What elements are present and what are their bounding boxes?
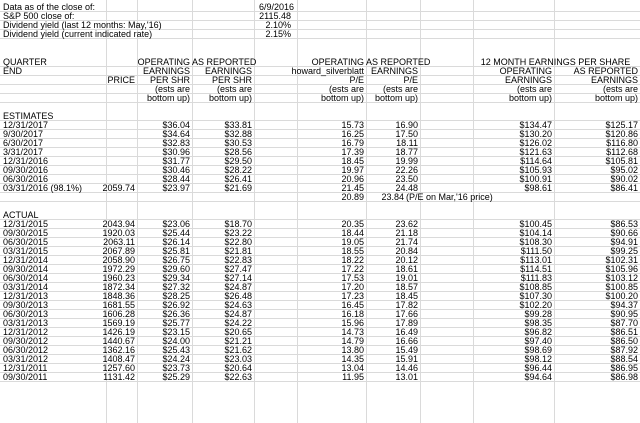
cell-date: 12/31/2016 [3, 156, 49, 166]
header-ar-pe: AS REPORTED [366, 57, 431, 67]
cell-price: 1569.19 [102, 318, 135, 328]
cell-ar-pe: 16.66 [395, 336, 418, 346]
cell-op-eps: $25.44 [162, 228, 190, 238]
cell-ar-pe: 22.26 [395, 165, 418, 175]
cell-op-pe: 17.20 [341, 282, 364, 292]
cell-ar-pe: 24.48 [395, 183, 418, 193]
cell-tm-op: $100.45 [519, 219, 552, 229]
extra-pe-row [0, 193, 640, 202]
cell-tm-ar: $99.25 [610, 246, 638, 256]
cell-op-pe: 14.79 [341, 336, 364, 346]
cell-tm-ar: $87.70 [610, 318, 638, 328]
header-op-pe: howard_silverblatt [291, 66, 364, 76]
cell-op-eps: $30.96 [162, 147, 190, 157]
cell-op-eps: $36.04 [162, 120, 190, 130]
header-op-pe: OPERATING [311, 57, 364, 67]
cell-date: 09/30/2014 [3, 264, 49, 274]
cell-price: 1257.60 [102, 363, 135, 373]
cell-op-pe: 13.80 [341, 345, 364, 355]
cell-ar-pe: 13.01 [395, 372, 418, 382]
cell-price [80, 148, 135, 157]
cell-ar-pe: 18.11 [396, 138, 418, 148]
cell-ar-pe: 17.66 [395, 309, 418, 319]
cell-op-pe: 19.97 [341, 165, 364, 175]
cell-price: 1972.29 [102, 264, 135, 274]
cell-price: 2059.74 [102, 183, 135, 193]
cell-op-eps: $28.25 [162, 291, 190, 301]
cell-tm-ar: $116.80 [606, 138, 638, 148]
cell-op-eps: $32.83 [162, 138, 190, 148]
cell-tm-op: $98.69 [524, 345, 552, 355]
header-ests: bottom up) [146, 93, 190, 103]
cell-ar-pe: 17.82 [395, 300, 418, 310]
cell-op-eps: $27.32 [162, 282, 190, 292]
cell-price: 1848.36 [102, 291, 135, 301]
actual-label: ACTUAL [3, 210, 39, 220]
cell-date: 12/31/2011 [3, 363, 48, 373]
cell-ar-eps: $20.65 [224, 327, 252, 337]
cell-ar-eps: $23.22 [224, 228, 252, 238]
cell-ar-eps: $21.69 [224, 183, 252, 193]
header-ar-pe: EARNINGS [370, 66, 418, 76]
header-ar-eps: EARNINGS [204, 66, 252, 76]
cell-ar-eps: $27.14 [224, 273, 252, 283]
cell-op-eps: $24.00 [162, 336, 190, 346]
cell-tm-op: $105.93 [519, 165, 552, 175]
cell-price [80, 121, 135, 130]
cell-ar-eps: $32.88 [224, 129, 252, 139]
cell-op-eps: $34.64 [162, 129, 190, 139]
cell-ar-eps: $26.41 [224, 174, 252, 184]
cell-op-pe: 18.44 [341, 228, 364, 238]
cell-date: 03/31/2014 [3, 282, 49, 292]
cell-tm-ar: $88.54 [610, 354, 638, 364]
cell-tm-ar: $86.50 [610, 336, 638, 346]
info-value: 2115.48 [259, 11, 291, 21]
cell-price: 1681.55 [102, 300, 135, 310]
cell-ar-pe: 16.90 [395, 120, 418, 130]
cell-ar-eps: $23.03 [224, 354, 252, 364]
cell-ar-eps: $24.63 [224, 300, 252, 310]
cell-ar-pe: 17.89 [395, 318, 418, 328]
cell-tm-op: $100.91 [519, 174, 552, 184]
cell-tm-ar: $87.92 [610, 345, 638, 355]
cell-tm-op: $96.82 [524, 327, 552, 337]
cell-date: 06/30/2016 [3, 174, 49, 184]
cell-op-eps: $25.81 [162, 246, 190, 256]
cell-ar-pe: 20.84 [395, 246, 418, 256]
cell-op-pe: 16.45 [341, 300, 364, 310]
cell-tm-ar: $86.51 [610, 327, 638, 337]
cell-tm-op: $98.61 [524, 183, 552, 193]
cell-ar-pe: 15.49 [395, 345, 418, 355]
cell-ar-pe: 21.74 [395, 237, 418, 247]
cell-tm-ar: $105.81 [605, 156, 638, 166]
cell-op-eps: $26.75 [162, 255, 190, 265]
cell-tm-ar: $103.12 [605, 273, 638, 283]
cell-tm-ar: $100.85 [605, 282, 638, 292]
cell-tm-ar: $94.37 [610, 300, 638, 310]
cell-op-eps: $30.46 [162, 165, 190, 175]
cell-op-pe: 13.04 [341, 363, 364, 373]
cell-price: 1426.19 [102, 327, 135, 337]
table-row [0, 373, 640, 382]
extra-op-pe: 20.89 [341, 192, 364, 202]
cell-ar-eps: $30.53 [224, 138, 252, 148]
cell-ar-pe: 19.99 [395, 156, 418, 166]
cell-op-pe: 14.35 [341, 354, 364, 364]
cell-ar-eps: $24.87 [224, 282, 252, 292]
cell-date: 12/31/2013 [3, 291, 49, 301]
cell-ar-eps: $22.80 [224, 237, 252, 247]
cell-op-pe: 16.79 [341, 138, 364, 148]
header-row [0, 94, 640, 103]
cell-ar-eps: $22.83 [224, 255, 252, 265]
cell-op-pe: 18.45 [341, 156, 364, 166]
cell-op-eps: $31.77 [162, 156, 190, 166]
cell-op-pe: 15.96 [341, 318, 364, 328]
cell-ar-pe: 21.18 [395, 228, 418, 238]
cell-ar-eps: $33.81 [224, 120, 252, 130]
header-ests: (ests are [154, 84, 190, 94]
header-ests: (ests are [216, 84, 252, 94]
cell-op-pe: 17.39 [341, 147, 364, 157]
cell-op-pe: 16.25 [341, 129, 364, 139]
cell-price: 1440.67 [102, 336, 135, 346]
cell-date: 6/30/2017 [3, 138, 44, 148]
header-ests: (ests are [328, 84, 364, 94]
header-op-eps: EARNINGS [142, 66, 190, 76]
cell-ar-eps: $24.22 [224, 318, 252, 328]
cell-tm-op: $114.51 [520, 264, 552, 274]
header-twelve-month: 12 MONTH EARNINGS PER SHARE [480, 57, 631, 67]
cell-ar-eps: $18.70 [224, 219, 252, 229]
cell-op-pe: 17.23 [341, 291, 364, 301]
header-ests: (ests are [516, 84, 552, 94]
header-quarter: QUARTER [3, 57, 47, 67]
info-value: 6/9/2016 [259, 2, 295, 12]
cell-tm-ar: $86.53 [610, 219, 638, 229]
cell-tm-op: $99.28 [524, 309, 552, 319]
extra-ar-pe: 23.84 [381, 192, 404, 202]
cell-op-eps: $23.15 [162, 327, 190, 337]
cell-tm-op: $94.64 [524, 372, 552, 382]
cell-op-eps: $29.34 [162, 273, 190, 283]
cell-tm-ar: $86.98 [610, 372, 638, 382]
cell-price: 1362.16 [102, 345, 135, 355]
cell-tm-ar: $94.91 [610, 237, 638, 247]
header-tm-ar: AS REPORTED [573, 66, 638, 76]
cell-ar-eps: $28.56 [224, 147, 252, 157]
cell-tm-op: $98.35 [524, 318, 552, 328]
cell-date: 12/31/2014 [3, 255, 49, 265]
cell-tm-ar: $100.20 [605, 291, 638, 301]
cell-op-eps: $25.43 [162, 345, 190, 355]
cell-tm-ar: $105.96 [605, 264, 638, 274]
cell-op-pe: 20.96 [341, 174, 364, 184]
info-row [0, 3, 640, 12]
info-label: Data as of the close of: [3, 2, 96, 12]
cell-ar-pe: 20.12 [395, 255, 418, 265]
header-ests: bottom up) [208, 93, 252, 103]
info-label: Dividend yield (last 12 months: May,'16) [3, 20, 162, 30]
cell-tm-ar: $90.95 [610, 309, 638, 319]
cell-tm-op: $98.12 [524, 354, 552, 364]
cell-op-pe: 20.35 [341, 219, 364, 229]
cell-tm-ar: $90.66 [610, 228, 638, 238]
cell-ar-eps: $20.64 [224, 363, 252, 373]
extra-note: (P/E on Mar,'16 price) [406, 192, 493, 202]
header-tm-op: EARNINGS [504, 75, 552, 85]
cell-tm-op: $104.14 [519, 228, 552, 238]
cell-ar-eps: $28.22 [224, 165, 252, 175]
cell-ar-eps: $24.87 [224, 309, 252, 319]
cell-date: 12/31/2017 [3, 120, 49, 130]
cell-price: 1408.47 [102, 354, 135, 364]
cell-op-eps: $26.36 [162, 309, 190, 319]
cell-tm-op: $126.02 [519, 138, 552, 148]
cell-op-eps: $28.44 [162, 174, 190, 184]
info-value: 2.15% [265, 29, 291, 39]
cell-op-eps: $26.14 [162, 237, 190, 247]
cell-date: 9/30/2017 [3, 129, 44, 139]
cell-date: 3/31/2017 [3, 147, 44, 157]
cell-tm-op: $111.83 [520, 273, 552, 283]
cell-price: 1872.34 [102, 282, 135, 292]
cell-ar-pe: 17.50 [395, 129, 418, 139]
cell-ar-eps: $21.81 [224, 246, 252, 256]
cell-tm-ar: $86.41 [610, 183, 638, 193]
header-op-pe: P/E [349, 75, 364, 85]
cell-op-eps: $29.60 [162, 264, 190, 274]
cell-op-eps: $25.29 [162, 372, 190, 382]
cell-date: 06/30/2014 [3, 273, 49, 283]
cell-price [80, 139, 135, 148]
cell-price: 1131.42 [103, 372, 135, 382]
cell-op-pe: 21.45 [341, 183, 364, 193]
cell-op-pe: 17.53 [341, 273, 364, 283]
cell-date: 09/30/2015 [3, 228, 49, 238]
cell-tm-ar: $86.95 [610, 363, 638, 373]
cell-tm-ar: $120.86 [605, 129, 638, 139]
table-row [0, 184, 640, 193]
cell-op-eps: $24.24 [162, 354, 190, 364]
header-tm-ar: EARNINGS [590, 75, 638, 85]
header-end: END [3, 66, 23, 76]
cell-tm-op: $102.20 [519, 300, 552, 310]
cell-op-eps: $25.77 [162, 318, 190, 328]
cell-tm-ar: $95.02 [610, 165, 638, 175]
cell-tm-ar: $125.17 [605, 120, 638, 130]
cell-price: 1960.23 [102, 273, 135, 283]
cell-ar-pe: 18.57 [395, 282, 418, 292]
cell-tm-ar: $102.31 [605, 255, 638, 265]
cell-op-pe: 15.73 [341, 120, 364, 130]
cell-op-pe: 11.95 [342, 372, 364, 382]
cell-price: 2063.11 [103, 237, 135, 247]
cell-ar-eps: $26.48 [224, 291, 252, 301]
cell-tm-ar: $112.68 [606, 147, 638, 157]
cell-date: 09/30/2016 [3, 165, 49, 175]
header-tm-op: OPERATING [499, 66, 552, 76]
cell-ar-pe: 18.77 [395, 147, 418, 157]
cell-op-eps: $26.92 [162, 300, 190, 310]
cell-ar-pe: 14.46 [395, 363, 418, 373]
cell-ar-pe: 18.45 [395, 291, 418, 301]
cell-ar-pe: 16.49 [395, 327, 418, 337]
cell-price [80, 157, 135, 166]
header-ests: (ests are [382, 84, 418, 94]
header-op-eps: PER SHR [149, 75, 190, 85]
info-label: S&P 500 close of: [3, 11, 75, 21]
cell-date: 12/31/2015 [3, 219, 49, 229]
cell-date: 03/31/2012 [3, 354, 49, 364]
cell-op-eps: $23.06 [162, 219, 190, 229]
cell-price [80, 130, 135, 139]
cell-date: 09/30/2013 [3, 300, 49, 310]
cell-op-eps: $23.73 [162, 363, 190, 373]
cell-date: 09/30/2012 [3, 336, 49, 346]
cell-date: 09/30/2011 [3, 372, 48, 382]
header-ests: bottom up) [508, 93, 552, 103]
cell-ar-eps: $27.47 [224, 264, 252, 274]
cell-tm-op: $113.01 [520, 255, 552, 265]
cell-tm-op: $107.30 [519, 291, 552, 301]
cell-price: 1606.28 [102, 309, 135, 319]
cell-ar-eps: $22.63 [224, 372, 252, 382]
info-row [0, 30, 640, 39]
cell-date: 06/30/2012 [3, 345, 49, 355]
cell-ar-pe: 19.01 [395, 273, 418, 283]
cell-tm-op: $114.64 [520, 156, 552, 166]
cell-tm-ar: $90.02 [610, 174, 638, 184]
header-ar-eps: PER SHR [211, 75, 252, 85]
cell-op-pe: 16.18 [341, 309, 364, 319]
cell-op-pe: 18.22 [341, 255, 364, 265]
cell-op-pe: 19.05 [341, 237, 364, 247]
estimates-label: ESTIMATES [3, 111, 54, 121]
cell-op-eps: $23.97 [162, 183, 190, 193]
header-ar-eps: AS REPORTED [192, 57, 257, 67]
cell-ar-eps: $29.50 [224, 156, 252, 166]
cell-price: 2058.90 [102, 255, 135, 265]
header-ests: bottom up) [594, 93, 638, 103]
cell-date: 03/31/2013 [3, 318, 49, 328]
header-ests: (ests are [602, 84, 638, 94]
header-price: PRICE [107, 75, 135, 85]
header-ar-pe: P/E [403, 75, 418, 85]
cell-date: 03/31/2015 [3, 246, 49, 256]
cell-date: 12/31/2012 [3, 327, 49, 337]
cell-ar-pe: 23.50 [395, 174, 418, 184]
cell-date: 06/30/2013 [3, 309, 49, 319]
info-label: Dividend yield (current indicated rate) [3, 29, 153, 39]
cell-op-pe: 18.55 [341, 246, 364, 256]
cell-ar-pe: 18.61 [395, 264, 418, 274]
cell-tm-op: $134.47 [519, 120, 552, 130]
cell-op-pe: 14.73 [341, 327, 364, 337]
cell-tm-op: $96.44 [524, 363, 552, 373]
cell-date: 06/30/2015 [3, 237, 49, 247]
cell-tm-op: $97.40 [524, 336, 552, 346]
cell-price: 2067.89 [102, 246, 135, 256]
cell-date: 03/31/2016 (98.1%) [3, 183, 83, 193]
cell-tm-op: $108.30 [519, 237, 552, 247]
header-op-eps: OPERATING [137, 57, 190, 67]
cell-ar-pe: 23.62 [395, 219, 418, 229]
cell-tm-op: $111.50 [520, 246, 552, 256]
cell-ar-eps: $21.21 [224, 336, 252, 346]
cell-price [80, 166, 135, 175]
cell-ar-eps: $21.62 [224, 345, 252, 355]
cell-price: 2043.94 [102, 219, 135, 229]
cell-price: 1920.03 [102, 228, 135, 238]
info-value: 2.10% [265, 20, 291, 30]
cell-op-pe: 17.22 [341, 264, 364, 274]
cell-tm-op: $130.20 [519, 129, 552, 139]
cell-tm-op: $121.63 [519, 147, 552, 157]
header-ests: bottom up) [320, 93, 364, 103]
header-ests: bottom up) [374, 93, 418, 103]
cell-tm-op: $108.85 [519, 282, 552, 292]
cell-ar-pe: 15.91 [395, 354, 418, 364]
